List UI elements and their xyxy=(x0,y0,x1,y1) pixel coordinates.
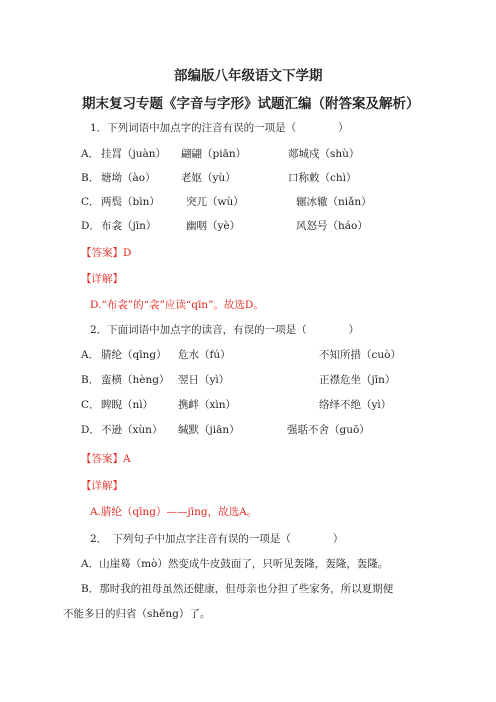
document-subtitle: 期末复习专题《字音与字形》试题汇编（附答案及解析） xyxy=(82,96,420,112)
option-word: 挂罥（juàn） xyxy=(101,148,167,160)
option-word: 幽咽（yè） xyxy=(186,220,241,232)
question-2-explain-label: 【详解】 xyxy=(81,480,123,492)
option-letter: C． xyxy=(81,399,100,411)
option-word: 翩翩（piān） xyxy=(181,148,247,160)
option-word: 睥睨（nì） xyxy=(101,399,154,411)
option-word: 强聒不舍（guō） xyxy=(287,424,370,436)
option-word: 携衅（xìn） xyxy=(178,399,237,411)
option-word: 突兀（wù） xyxy=(186,196,244,208)
question-3-option-b: B．那时我的祖母虽然还健康，但母亲也分担了些家务，所以夏期便 xyxy=(81,583,394,595)
question-1-answer: 【答案】D xyxy=(81,247,132,259)
question-2-answer: 【答案】A xyxy=(81,453,131,465)
question-1-explain-label: 【详解】 xyxy=(81,273,123,285)
option-word: 危水（fú） xyxy=(178,349,231,361)
question-1-stem: 1．下列词语中加点字的注音有误的一项是（ ） xyxy=(90,122,349,134)
option-letter: A． xyxy=(81,349,100,361)
option-word: 翌日（yì） xyxy=(178,374,230,386)
option-letter: D． xyxy=(81,220,100,232)
option-word: 不逊（xùn） xyxy=(101,424,163,436)
question-1-explanation: D.“布衾”的“衾”应读“qīn”。故选D。 xyxy=(90,299,264,311)
question-2-stem: 2．下面词语中加点字的读音，有误的一项是（ ） xyxy=(90,324,360,336)
option-word: 老妪（yù） xyxy=(181,172,236,184)
option-word: 辗冰辙（niǎn） xyxy=(296,196,372,208)
option-word: 络绎不绝（yì） xyxy=(319,399,392,411)
question-3-option-b-continued: 不能多日的归省（shěng）了。 xyxy=(63,608,211,620)
option-word: 风怒号（háo） xyxy=(296,220,368,232)
option-letter: A． xyxy=(81,148,100,160)
option-word: 正襟危坐（jīn） xyxy=(319,374,396,386)
option-letter: B． xyxy=(81,172,100,184)
option-word: 口称敕（chì） xyxy=(288,172,357,184)
option-word: 两鬓（bìn） xyxy=(101,196,160,208)
option-word: 塘坳（ào） xyxy=(101,172,156,184)
document-title: 部编版八年级语文下学期 xyxy=(174,68,323,84)
option-letter: B． xyxy=(81,374,100,386)
option-word: 腈纶（qīng） xyxy=(101,349,167,361)
question-3-option-a: A．山崖蓦（mò）然变成牛皮鼓面了，只听见轰隆，轰隆，轰隆。 xyxy=(81,558,389,570)
option-word: 缄默（jiān） xyxy=(178,424,240,436)
option-letter: D． xyxy=(81,424,100,436)
option-word: 郯城戍（shù） xyxy=(288,148,360,160)
question-3-stem: 2． 下列句子中加点字注音有误的一项是（ ） xyxy=(90,533,344,545)
option-word: 布衾（jīn） xyxy=(101,220,157,232)
option-word: 不知所措（cuò） xyxy=(319,349,401,361)
option-letter: C． xyxy=(81,196,100,208)
question-2-explanation: A.腈纶（qīng）——jīng，故选A。 xyxy=(90,506,258,518)
option-word: 蛮横（hèng） xyxy=(101,374,170,386)
